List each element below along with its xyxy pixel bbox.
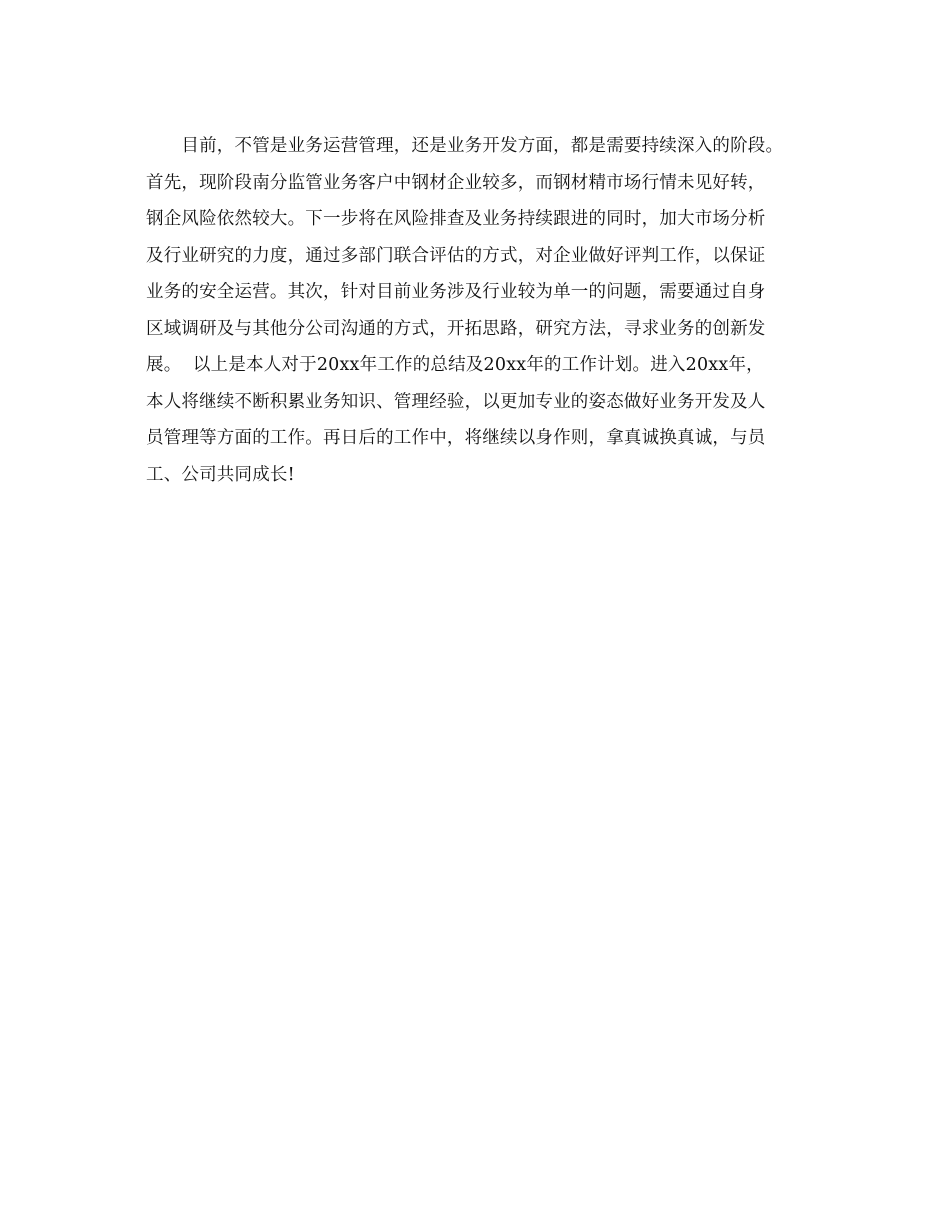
text-line: 首先，现阶段南分监管业务客户中钢材企业较多，而钢材精市场行情未见好转， bbox=[146, 172, 766, 193]
text-line: 区域调研及与其他分公司沟通的方式，开拓思路，研究方法，寻求业务的创新发 bbox=[146, 318, 766, 339]
text-line: 业务的安全运营。其次，针对目前业务涉及行业较为单一的问题，需要通过自身 bbox=[146, 282, 766, 302]
text-line: 及行业研究的力度，通过多部门联合评估的方式，对企业做好评判工作，以保证 bbox=[146, 245, 766, 266]
text-line: 钢企风险依然较大。下一步将在风险排查及业务持续跟进的同时，加大市场分析 bbox=[146, 209, 766, 229]
text-line: 工、公司共同成长! bbox=[146, 464, 295, 485]
text-line: 员管理等方面的工作。再日后的工作中，将继续以身作则，拿真诚换真诚，与员 bbox=[146, 428, 766, 448]
text-line: 本人将继续不断积累业务知识、管理经验，以更加专业的姿态做好业务开发及人 bbox=[146, 391, 766, 412]
body-paragraph bbox=[146, 128, 826, 493]
text-line: 展。 以上是本人对于20xx年工作的总结及20xx年的工作计划。进入20xx年， bbox=[146, 355, 764, 375]
text-line: 目前，不管是业务运营管理，还是业务开发方面，都是需要持续深入的阶段。 bbox=[146, 136, 784, 156]
